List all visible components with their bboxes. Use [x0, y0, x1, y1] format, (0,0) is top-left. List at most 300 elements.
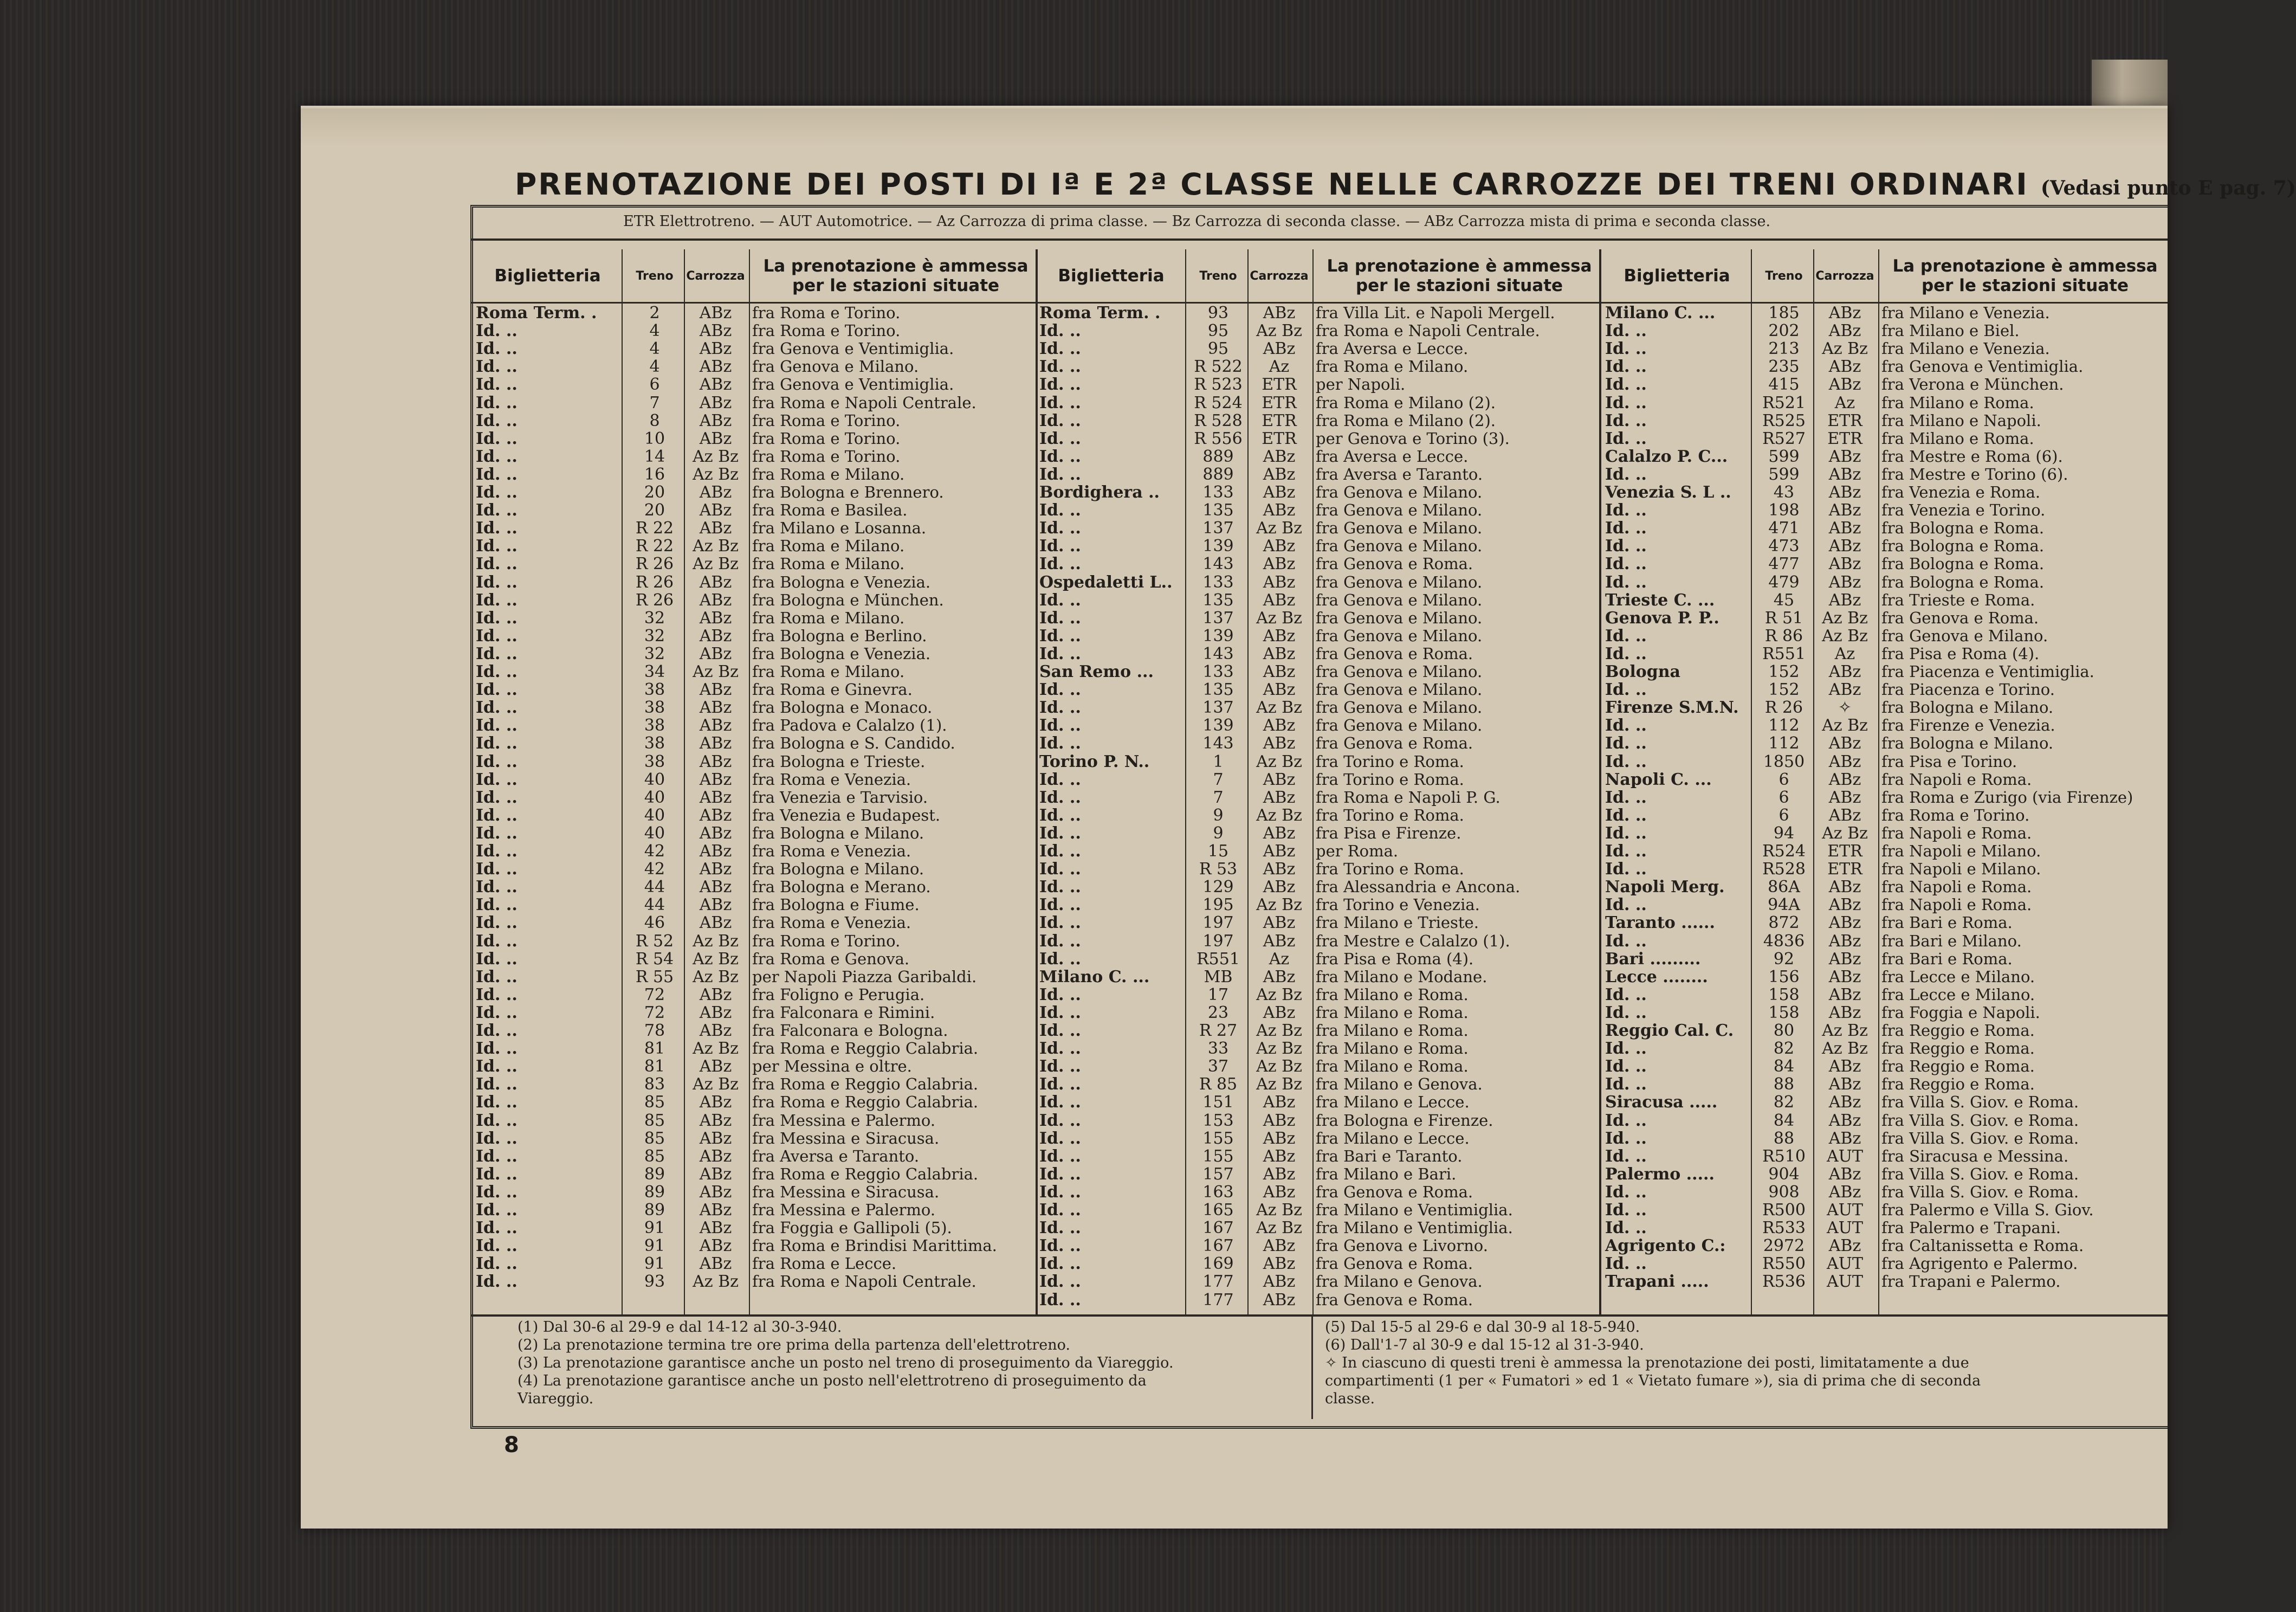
cell-carriage: AUT	[1827, 1254, 1863, 1274]
cell-carriage: ABz	[1263, 1164, 1296, 1184]
table-row	[476, 1111, 1039, 1129]
cell-train: 92	[1773, 949, 1795, 969]
table-row	[1605, 1021, 2169, 1039]
cell-train: 94A	[1768, 895, 1800, 915]
table-row	[476, 429, 1039, 447]
cell-stations: fra Siracusa e Messina.	[1881, 1146, 2069, 1165]
cell-ticket-office: Id. ..	[1039, 931, 1081, 951]
cell-carriage: Az Bz	[1256, 805, 1302, 825]
cell-train: MB	[1204, 967, 1233, 986]
table-row	[1039, 1093, 1603, 1111]
header-stazioni: La prenotazione è ammessa per le stazioni situate	[763, 256, 1029, 295]
cell-ticket-office: Id. ..	[1605, 752, 1647, 771]
cell-ticket-office: Id. ..	[1605, 860, 1647, 879]
table-row	[1039, 734, 1603, 752]
cell-train: 81	[644, 1057, 665, 1076]
cell-carriage: ABz	[699, 878, 732, 897]
cell-carriage: Az Bz	[1256, 752, 1302, 771]
cell-ticket-office: Id. ..	[1039, 626, 1081, 646]
cell-train: 139	[1202, 537, 1234, 556]
cell-train: 163	[1202, 1182, 1234, 1202]
table-row	[476, 842, 1039, 860]
cell-ticket-office: Id. ..	[476, 393, 518, 412]
cell-carriage: ABz	[699, 1093, 732, 1112]
cell-stations: fra Pisa e Torino.	[1881, 752, 2017, 771]
cell-ticket-office: Id. ..	[476, 1272, 518, 1292]
table-row	[1039, 447, 1603, 465]
cell-stations: fra Piacenza e Torino.	[1881, 680, 2055, 699]
table-row	[1605, 734, 2169, 752]
cell-carriage: ABz	[1828, 805, 1861, 825]
table-row	[1605, 770, 2169, 788]
cell-carriage: ABz	[1263, 626, 1296, 646]
legend-divider	[470, 238, 2168, 241]
cell-stations: fra Milano e Ventimiglia.	[1316, 1218, 1513, 1237]
header-biglietteria: Biglietteria	[1058, 266, 1165, 286]
cell-stations: fra Trieste e Roma.	[1881, 590, 2035, 609]
cell-stations: fra Venezia e Budapest.	[752, 805, 941, 824]
cell-ticket-office: Firenze S.M.N.	[1605, 698, 1739, 718]
cell-train: 169	[1202, 1254, 1234, 1274]
cell-train: 86A	[1768, 878, 1800, 897]
table-row	[1039, 895, 1603, 913]
cell-carriage: ABz	[699, 626, 732, 646]
cell-ticket-office: Id. ..	[476, 554, 518, 574]
table-row	[1039, 824, 1603, 842]
cell-carriage: ABz	[1263, 1254, 1296, 1274]
cell-ticket-office: Id. ..	[1039, 913, 1081, 933]
table-row	[1039, 950, 1603, 968]
cell-carriage: ABz	[1263, 716, 1296, 736]
table-header	[476, 249, 1039, 304]
cell-train: 43	[1773, 483, 1795, 502]
cell-train: 85	[644, 1111, 665, 1130]
cell-stations: fra Bari e Taranto.	[1316, 1146, 1463, 1165]
cell-train: 143	[1202, 554, 1234, 574]
cell-ticket-office: Torino P. N..	[1039, 752, 1150, 771]
cell-ticket-office: Id. ..	[476, 1146, 518, 1166]
cell-ticket-office: Id. ..	[1039, 357, 1081, 377]
cell-ticket-office: Napoli C. ...	[1605, 770, 1712, 789]
table-row	[476, 913, 1039, 931]
cell-ticket-office: Id. ..	[1605, 375, 1647, 395]
table-row	[1605, 913, 2169, 931]
cell-ticket-office: Id. ..	[1039, 1129, 1081, 1148]
table-row	[1605, 554, 2169, 572]
cell-carriage: ABz	[1828, 1182, 1861, 1202]
cell-stations: fra Roma e Torino.	[752, 429, 901, 448]
table-row	[476, 770, 1039, 788]
cell-carriage: ABz	[1828, 537, 1861, 556]
cell-train: 20	[644, 483, 665, 502]
cell-ticket-office: Reggio Cal. C.	[1605, 1021, 1734, 1040]
cell-ticket-office: Id. ..	[476, 1254, 518, 1274]
table-row	[1039, 321, 1603, 339]
table-row	[476, 950, 1039, 968]
cell-train: 185	[1768, 304, 1800, 323]
cell-ticket-office: Id. ..	[1039, 1201, 1081, 1220]
cell-train: 17	[1207, 985, 1229, 1004]
cell-ticket-office: Id. ..	[1039, 1290, 1081, 1310]
cell-ticket-office: Siracusa .....	[1605, 1093, 1718, 1112]
cell-carriage: ABz	[1263, 662, 1296, 681]
cell-ticket-office: Id. ..	[1039, 375, 1081, 395]
cell-stations: fra Bologna e Firenze.	[1316, 1111, 1493, 1130]
table-row	[476, 573, 1039, 591]
cell-train: 152	[1768, 680, 1800, 700]
cell-carriage: Az Bz	[1256, 608, 1302, 628]
cell-train: 88	[1773, 1075, 1795, 1094]
cell-train: 32	[644, 644, 665, 663]
cell-ticket-office: Id. ..	[1605, 1201, 1647, 1220]
cell-train: 155	[1202, 1129, 1234, 1148]
cell-carriage: ABz	[1263, 860, 1296, 879]
cell-stations: fra Messina e Siracusa.	[752, 1129, 940, 1147]
table-row	[1039, 519, 1603, 537]
cell-train: 89	[644, 1164, 665, 1184]
table-row	[1605, 968, 2169, 985]
cell-train: R510	[1762, 1146, 1806, 1166]
cell-stations: fra Milano e Roma.	[1881, 393, 2034, 412]
cell-ticket-office: Id. ..	[476, 1057, 518, 1076]
cell-carriage: ABz	[1828, 734, 1861, 753]
cell-ticket-office: Id. ..	[1605, 823, 1647, 843]
cell-carriage: ABz	[1828, 913, 1861, 933]
cell-carriage: Az Bz	[1256, 698, 1302, 718]
cell-ticket-office: Id. ..	[476, 967, 518, 986]
cell-train: 40	[644, 805, 665, 825]
cell-carriage: ABz	[1828, 770, 1861, 789]
cell-ticket-office: Id. ..	[1039, 716, 1081, 736]
cell-stations: fra Bologna e Roma.	[1881, 554, 2045, 573]
table-row	[1039, 375, 1603, 393]
cell-train: 2972	[1763, 1236, 1805, 1256]
cell-stations: fra Roma e Milano.	[1316, 357, 1469, 376]
cell-stations: fra Roma e Napoli Centrale.	[752, 1272, 976, 1291]
cell-ticket-office: Palermo .....	[1605, 1164, 1715, 1184]
cell-carriage: ABz	[699, 304, 732, 323]
table-row	[1039, 627, 1603, 644]
header-treno: Treno	[636, 269, 674, 283]
footnote: ✧ In ciascuno di questi treni è ammessa la prenotazione dei posti, limitatamente a due	[1325, 1355, 1969, 1371]
cell-stations: fra Roma e Milano.	[752, 554, 905, 573]
cell-stations: fra Messina e Palermo.	[752, 1201, 936, 1219]
cell-stations: fra Genova e Milano.	[1316, 537, 1483, 556]
cell-ticket-office: Id. ..	[1039, 842, 1081, 861]
table-row	[476, 985, 1039, 1003]
cell-stations: fra Aversa e Taranto.	[752, 1146, 920, 1165]
cell-stations: fra Roma e Brindisi Marittima.	[752, 1236, 997, 1255]
cell-ticket-office: Id. ..	[1039, 860, 1081, 879]
cell-train: 44	[644, 895, 665, 915]
table-row	[476, 609, 1039, 627]
cell-train: 45	[1773, 590, 1795, 610]
cell-train: 91	[644, 1254, 665, 1274]
cell-stations: fra Reggio e Roma.	[1881, 1057, 2035, 1076]
cell-ticket-office: Id. ..	[1605, 895, 1647, 915]
cell-carriage: AUT	[1827, 1272, 1863, 1292]
table-row	[1605, 1218, 2169, 1236]
table-row	[1039, 770, 1603, 788]
cell-carriage: ABz	[1828, 375, 1861, 395]
cell-train: 1850	[1763, 752, 1805, 771]
cell-ticket-office: Id. ..	[1039, 590, 1081, 610]
cell-stations: fra Milano e Modane.	[1316, 967, 1487, 986]
cell-train: R 524	[1194, 393, 1243, 412]
cell-train: 158	[1768, 1003, 1800, 1022]
cell-ticket-office: Id. ..	[476, 949, 518, 969]
cell-stations: fra Genova e Milano.	[1316, 608, 1483, 627]
cell-stations: fra Verona e München.	[1881, 375, 2064, 394]
cell-ticket-office: Id. ..	[476, 1039, 518, 1059]
cell-train: 85	[644, 1093, 665, 1112]
cell-carriage: ABz	[1828, 465, 1861, 484]
cell-stations: fra Roma e Milano.	[752, 608, 905, 627]
cell-stations: fra Falconara e Rimini.	[752, 1003, 935, 1022]
table-row	[1605, 950, 2169, 968]
table-row	[1039, 1057, 1603, 1075]
cell-carriage: ABz	[1263, 465, 1296, 484]
cell-carriage: Az	[1269, 949, 1290, 969]
cell-train: R 54	[635, 949, 674, 969]
cell-train: R521	[1762, 393, 1806, 412]
cell-ticket-office: Id. ..	[476, 1111, 518, 1130]
cell-ticket-office: Id. ..	[1605, 1075, 1647, 1094]
cell-stations: fra Bologna e Milano.	[752, 860, 924, 879]
table-row	[1605, 304, 2169, 321]
cell-stations: fra Villa S. Giov. e Roma.	[1881, 1164, 2079, 1183]
cell-ticket-office: Id. ..	[1605, 339, 1647, 359]
table-row	[1605, 357, 2169, 375]
cell-stations: fra Aversa e Taranto.	[1316, 465, 1483, 483]
cell-stations: fra Milano e Venezia.	[1881, 339, 2050, 358]
cell-carriage: Az Bz	[1256, 519, 1302, 538]
cell-carriage: Az Bz	[1256, 895, 1302, 915]
cell-stations: fra Genova e Roma.	[1316, 1254, 1473, 1273]
table-row	[1605, 627, 2169, 644]
cell-stations: fra Roma e Basilea.	[752, 501, 908, 520]
cell-train: 135	[1202, 680, 1234, 700]
cell-carriage: Az Bz	[1822, 626, 1868, 646]
table-row	[1605, 895, 2169, 913]
cell-stations: fra Milano e Roma.	[1316, 1021, 1469, 1040]
cell-train: 34	[644, 662, 665, 681]
cell-stations: fra Alessandria e Ancona.	[1316, 878, 1521, 897]
cell-train: 85	[644, 1129, 665, 1148]
table-row	[1039, 698, 1603, 716]
cell-carriage: ABz	[699, 734, 732, 753]
table-row	[476, 304, 1039, 321]
cell-ticket-office: Genova P. P..	[1605, 608, 1719, 628]
cell-carriage: Az	[1269, 357, 1290, 377]
table-row	[1605, 878, 2169, 895]
cell-train: 84	[1773, 1057, 1795, 1076]
cell-carriage: Az Bz	[693, 447, 739, 466]
cell-train: R 522	[1194, 357, 1243, 377]
cell-carriage: ABz	[699, 1182, 732, 1202]
header-carrozza: Carrozza	[1815, 269, 1874, 283]
cell-train: 4	[649, 321, 660, 341]
table-row	[1605, 644, 2169, 662]
cell-stations: fra Roma e Torino.	[752, 411, 901, 430]
cell-carriage: ABz	[1828, 967, 1861, 986]
cell-train: 4	[649, 357, 660, 377]
cell-train: 38	[644, 734, 665, 753]
cell-ticket-office: Id. ..	[476, 716, 518, 736]
cell-train: 477	[1768, 554, 1800, 574]
footnote: (3) La prenotazione garantisce anche un posto nel treno di proseguimento da Viareggio.	[518, 1355, 1174, 1371]
cell-carriage: ABz	[699, 716, 732, 736]
cell-ticket-office: Bari .........	[1605, 949, 1701, 969]
footnote: (1) Dal 30-6 al 29-9 e dal 14-12 al 30-3-940.	[518, 1319, 842, 1336]
table-row	[1605, 375, 2169, 393]
cell-stations: fra Mestre e Torino (6).	[1881, 465, 2068, 483]
cell-ticket-office: Id. ..	[476, 770, 518, 789]
cell-train: 167	[1202, 1236, 1234, 1256]
cell-train: 7	[649, 393, 660, 412]
table-row	[1605, 1075, 2169, 1093]
cell-stations: fra Bologna e Merano.	[752, 878, 931, 897]
cell-carriage: ABz	[699, 357, 732, 377]
cell-ticket-office: Id. ..	[1605, 931, 1647, 951]
cell-carriage: Az Bz	[1256, 321, 1302, 341]
cell-train: 93	[1207, 304, 1229, 323]
table-row	[476, 1057, 1039, 1075]
cell-ticket-office: Id. ..	[1605, 1218, 1647, 1238]
cell-carriage: ABz	[1263, 1182, 1296, 1202]
cell-carriage: ETR	[1262, 411, 1297, 430]
cell-carriage: ABz	[1828, 1236, 1861, 1256]
cell-carriage: ABz	[699, 805, 732, 825]
cell-ticket-office: Id. ..	[1039, 644, 1081, 663]
cell-carriage: Az Bz	[693, 554, 739, 574]
cell-stations: fra Milano e Trieste.	[1316, 913, 1479, 932]
cell-stations: fra Napoli e Milano.	[1881, 842, 2041, 860]
table-row	[1039, 1129, 1603, 1147]
cell-train: 195	[1202, 895, 1234, 915]
header-treno: Treno	[1199, 269, 1237, 283]
cell-ticket-office: Id. ..	[1039, 1146, 1081, 1166]
cell-train: 471	[1768, 519, 1800, 538]
cell-train: 81	[644, 1039, 665, 1059]
cell-stations: fra Bari e Milano.	[1881, 931, 2022, 950]
cell-carriage: ETR	[1827, 860, 1862, 879]
cell-carriage: ABz	[1828, 447, 1861, 466]
cell-carriage: Az Bz	[1822, 339, 1868, 359]
cell-carriage: ABz	[699, 1021, 732, 1040]
table-row	[476, 824, 1039, 842]
table-row	[1039, 913, 1603, 931]
cell-ticket-office: Id. ..	[1039, 608, 1081, 628]
abbreviation-legend: ETR Elettrotreno. — AUT Automotrice. — Az Carrozza di prima classe. — Bz Carrozza di seconda classe. — ABz Carrozza mista di prima e seconda classe.	[623, 213, 1771, 230]
table-row	[1605, 932, 2169, 950]
cell-ticket-office: Id. ..	[1039, 1021, 1081, 1040]
cell-carriage: Az Bz	[1256, 1075, 1302, 1094]
cell-carriage: ABz	[1263, 1003, 1296, 1022]
table-row	[1605, 662, 2169, 680]
cell-carriage: Az	[1834, 393, 1855, 412]
cell-stations: fra Pisa e Roma (4).	[1881, 644, 2040, 663]
cell-train: R528	[1762, 860, 1806, 879]
cell-train: R536	[1762, 1272, 1806, 1292]
cell-ticket-office: Id. ..	[1039, 1164, 1081, 1184]
cell-ticket-office: Trieste C. ...	[1605, 590, 1715, 610]
cell-stations: fra Roma e Venezia.	[752, 842, 911, 860]
cell-ticket-office: Id. ..	[476, 1218, 518, 1238]
cell-train: 93	[644, 1272, 665, 1292]
cell-stations: fra Roma e Milano (2).	[1316, 411, 1496, 430]
cell-stations: fra Roma e Reggio Calabria.	[752, 1164, 979, 1183]
cell-stations: fra Bologna e Fiume.	[752, 895, 920, 914]
cell-train: 151	[1202, 1093, 1234, 1112]
cell-train: 156	[1768, 967, 1800, 986]
cell-ticket-office: Id. ..	[1605, 1003, 1647, 1022]
cell-ticket-office: Id. ..	[476, 572, 518, 592]
cell-stations: fra Torino e Roma.	[1316, 805, 1464, 824]
cell-carriage: ABz	[1263, 823, 1296, 843]
cell-stations: fra Milano e Roma.	[1316, 1003, 1469, 1022]
cell-ticket-office: Milano C. ...	[1039, 967, 1150, 986]
cell-ticket-office: Id. ..	[476, 537, 518, 556]
cell-carriage: ETR	[1262, 375, 1297, 395]
table-row	[476, 1165, 1039, 1183]
cell-ticket-office: Id. ..	[476, 1003, 518, 1022]
table-row	[476, 501, 1039, 519]
cell-carriage: AUT	[1827, 1201, 1863, 1220]
cell-carriage: ABz	[1263, 913, 1296, 933]
cell-carriage: ABz	[699, 411, 732, 430]
cell-ticket-office: Id. ..	[476, 823, 518, 843]
table-row	[1605, 339, 2169, 357]
cell-train: R 85	[1199, 1075, 1238, 1094]
table-header	[1605, 249, 2169, 304]
cell-ticket-office: Id. ..	[476, 752, 518, 771]
cell-train: 38	[644, 752, 665, 771]
cell-train: 23	[1207, 1003, 1229, 1022]
cell-ticket-office: Id. ..	[1039, 1003, 1081, 1022]
cell-train: 129	[1202, 878, 1234, 897]
table-row	[1039, 662, 1603, 680]
cell-ticket-office: Id. ..	[476, 1093, 518, 1112]
cell-carriage: ABz	[1263, 1111, 1296, 1130]
cell-stations: fra Villa Lit. e Napoli Mergell.	[1316, 304, 1555, 322]
cell-ticket-office: Id. ..	[1039, 501, 1081, 520]
cell-train: 473	[1768, 537, 1800, 556]
cell-train: 198	[1768, 501, 1800, 520]
cell-train: 7	[1213, 788, 1224, 807]
cell-ticket-office: Roma Term. .	[1039, 304, 1161, 323]
reservation-table	[476, 241, 1039, 1309]
cell-stations: fra Milano e Genova.	[1316, 1075, 1483, 1094]
cell-carriage: ABz	[1828, 788, 1861, 807]
table-row	[476, 1093, 1039, 1111]
cell-stations: fra Lecce e Milano.	[1881, 967, 2035, 986]
cell-ticket-office: Id. ..	[1039, 1272, 1081, 1292]
cell-ticket-office: Id. ..	[1039, 1218, 1081, 1238]
table-row	[476, 394, 1039, 411]
table-row	[1039, 860, 1603, 878]
cell-stations: fra Bologna e München.	[752, 590, 944, 609]
table-row	[1605, 519, 2169, 537]
cell-carriage: Az Bz	[693, 537, 739, 556]
cell-ticket-office: Id. ..	[1039, 1075, 1081, 1094]
cell-ticket-office: Id. ..	[1605, 805, 1647, 825]
table-row	[1605, 1129, 2169, 1147]
cell-stations: fra Milano e Bari.	[1316, 1164, 1457, 1183]
table-row	[1039, 304, 1603, 321]
cell-stations: fra Genova e Milano.	[1316, 483, 1483, 501]
cell-carriage: Az Bz	[693, 931, 739, 951]
